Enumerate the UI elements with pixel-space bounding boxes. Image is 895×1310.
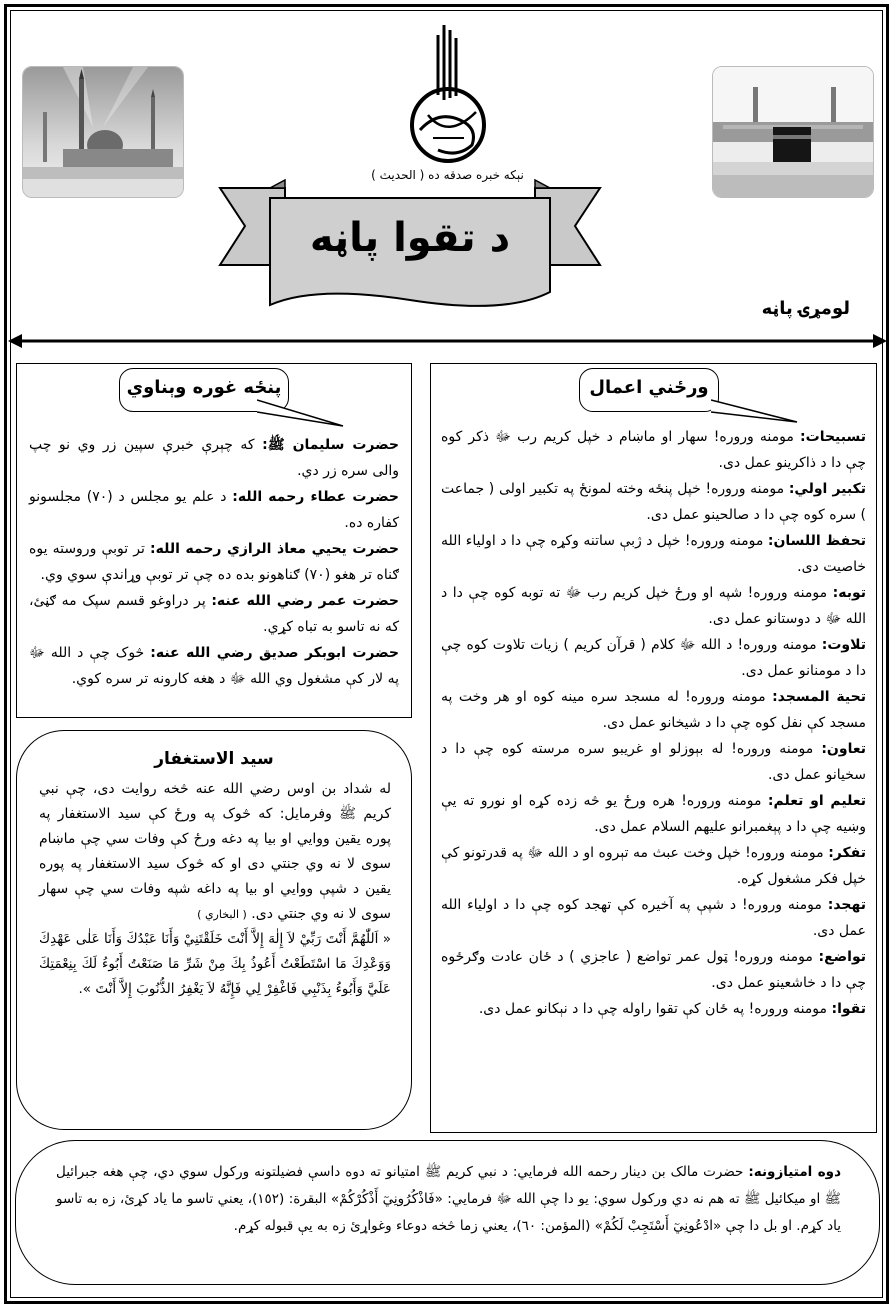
sayyid-source: ( البخاري )	[197, 908, 247, 921]
daily-deeds-title: ورځني اعمال	[579, 368, 719, 412]
section-divider	[8, 334, 887, 348]
deed-text: مومنه وروره! له بېوزلو او غريبو سره مرسته کوه چې دا د سخيانو عمل دی.	[441, 741, 866, 783]
deed-text: مومنه وروره! هره ورځ يو څه زده کړه او نورو ته يې وښيه چې دا د پېغمبرانو عليهم السلام عمل دی.	[441, 793, 866, 835]
page-label: لومړۍ پاڼه	[761, 298, 850, 319]
sayyid-istighfar-panel	[16, 730, 412, 1130]
deed-term: تواضع:	[818, 949, 866, 965]
saying-text: تر توبې وروسته يوه ګناه تر هغو (٧٠) ګناهونو بده ده چې تر توبې وړاندې سوي وي.	[29, 541, 399, 583]
sayyid-istighfar-text	[39, 777, 391, 1002]
saying-text: پر دراوغو قسم سپک مه ګڼئ، که نه تاسو به تباه کړي.	[29, 593, 399, 635]
saying-item	[29, 432, 399, 484]
five-sayings-panel	[16, 363, 412, 718]
saying-item	[29, 536, 399, 588]
deed-text: مومنه وروره! شپه او ورځ خپل کريم رب ﷻ ته توبه کوه چې دا د الله ﷻ د دوستانو عمل دی.	[441, 585, 866, 627]
bubble-tail	[711, 394, 801, 424]
sayyid-body: له شداد بن اوس رضي الله عنه څخه روايت دی، چې نبي کريم ﷺ وفرمايل: که څوک په ورځ کې سيد الاستغفار په پوره يقين ووايي او بيا په دغه ورځ کې وفات سي چې ماښام سوی لا نه وي جنتي دی او که څوک سيد الاستغفار په پوره يقين د شپې ووايي او بيا په داغه شپه وفات سي چې سهار سوی لا نه وي جنتي دی.	[39, 781, 391, 922]
saying-term: حضرت سليمان ﷺ:	[262, 437, 399, 453]
saying-text: څوک چې د الله ﷻ په لار کې مشغول وي الله ﷻ د هغه کارونه تر سره کوي.	[29, 645, 399, 687]
deed-text: مومنه وروره! له مسجد سره مينه کوه او هر وخت په مسجد کې نفل کوه چې دا د شيخانو عمل دی.	[441, 689, 866, 731]
daily-deeds-panel	[430, 363, 877, 1133]
deed-item	[441, 892, 866, 944]
saying-text: که چېرې خبرې سپين زر وي نو چپ والی سره زر دي.	[29, 437, 399, 479]
deed-item	[441, 528, 866, 580]
deed-term: تلاوت:	[821, 637, 866, 653]
deed-item	[441, 840, 866, 892]
saying-item	[29, 588, 399, 640]
deed-item	[441, 684, 866, 736]
banner-title: د تقوا پاڼه	[309, 215, 511, 261]
deed-term: تهجد:	[827, 897, 866, 913]
kaaba-image	[712, 66, 874, 198]
two-virtues-term: دوه امتيازونه:	[748, 1164, 841, 1180]
saying-term: حضرت يحيي معاذ الرازي رحمه الله:	[150, 541, 400, 557]
deed-item	[441, 788, 866, 840]
saying-term: حضرت ابوبکر صديق رضي الله عنه:	[150, 645, 400, 661]
deed-term: تفکر:	[828, 845, 866, 861]
bubble-tail	[257, 394, 347, 428]
deed-text: مومنه وروره! ټول عمر تواضع ( عاجزي ) د ځان عادت وګرځوه چې دا د خاشعينو عمل دی.	[441, 949, 866, 991]
five-sayings-list	[29, 432, 399, 692]
deed-term: تحفظ اللسان:	[767, 533, 866, 549]
deed-term: تکبير اولي:	[788, 481, 866, 497]
deed-text: مومنه وروره! د شپې په آخيره کې تهجد کوه چې دا د اولياء الله عمل دی.	[441, 897, 866, 939]
deed-item	[441, 632, 866, 684]
deed-item	[441, 580, 866, 632]
hadith-line: نېکه خبره صدقه ده ( الحديث )	[371, 168, 524, 182]
deed-item	[441, 424, 866, 476]
two-virtues-panel	[15, 1140, 880, 1285]
deed-text: مومنه وروره! د الله ﷻ کلام ( قرآن کريم ) زيات تلاوت کوه چې دا د مومنانو عمل دی.	[441, 637, 866, 679]
saying-item	[29, 484, 399, 536]
deed-item	[441, 736, 866, 788]
deed-text: مومنه وروره! په ځان کې تقوا راوله چې دا د نېکانو عمل دی.	[478, 1001, 832, 1017]
saying-term: حضرت عطاء رحمه الله:	[232, 489, 399, 505]
two-virtues-body: حضرت مالک بن دينار رحمه الله فرمايي: د نبي کريم ﷺ امتيانو ته دوه داسې فضيلتونه ورکول سوي دي، چې هغه جبرائيل ﷺ او ميکائيل ﷺ ته هم نه دي ورکول سوي: يو دا چې الله ﷻ فرمايي: «فَاذْكُرُونِيٓ أَذْكُرْكُمْ» البقرة: (١٥٢)، يعني تاسو ما ياد کړئ، زه به تاسو ياد کړم. او بل دا چې «ادْعُونِيٓ أَسْتَجِبْ لَكُمْ» (المؤمن: ٦٠)، يعني زما څخه دوعاء وغواړئ زه به يې قبوله کړم.	[56, 1164, 841, 1234]
deed-text: مومنه وروره! خپل پنځه وخته لمونځ په تکبير اولی ( جماعت ) سره کوه چې دا د صالحينو عمل دی.	[441, 481, 866, 523]
deed-text: مومنه وروره! سهار او ماښام د خپل کريم رب ﷻ ذکر کوه چې دا د ذاکرينو عمل دی.	[441, 429, 866, 471]
deed-item	[441, 944, 866, 996]
deed-text: مومنه وروره! خپل وخت عبث مه تېروه او د الله ﷻ په قدرتونو کې خپل فکر مشغول کړه.	[441, 845, 866, 887]
sayyid-dua: « اَللّٰهُمَّ أَنْتَ رَبِّيْ لاَ إِلٰهَ إِلاَّ أَنْتَ خَلَقْتَنِيْ وَأَنَا عَبْدُكَ وَأَنَا عَلٰى عَهْدِكَ وَوَعْدِكَ مَا اسْتَطَعْتُ أَعُوذُ بِكَ مِنْ شَرِّ مَا صَنَعْتُ أَبُوءُ لَكَ بِنِعْمَتِكَ عَلَيَّ وَأَبُوءُ بِذَنْبِي فَاغْفِرْ لِي فَإِنَّهُ لاَ يَغْفِرُ الذُّنُوبَ إِلاَّ أَنْتَ ».	[39, 931, 391, 997]
deed-term: تسبيحات:	[800, 429, 866, 445]
two-virtues-text	[56, 1159, 841, 1240]
deed-item	[441, 476, 866, 528]
deed-term: تعليم او تعلم:	[767, 793, 866, 809]
deed-term: تقوا:	[831, 1001, 866, 1017]
deed-item	[441, 996, 866, 1022]
deed-term: توبه:	[832, 585, 866, 601]
deed-term: تحية المسجد:	[772, 689, 866, 705]
daily-deeds-list	[441, 424, 866, 1022]
saying-term: حضرت عمر رضي الله عنه:	[211, 593, 399, 609]
deed-term: تعاون:	[821, 741, 866, 757]
saying-item	[29, 640, 399, 692]
five-sayings-title: پنځه غوره وېناوي	[119, 368, 289, 412]
saying-text: د علم يو مجلس د (٧٠) مجلسونو کفاره ده.	[29, 489, 399, 531]
deed-text: مومنه وروره! خپل د ژبې ساتنه وکړه چې دا د اولياء الله خاصيت دی.	[441, 533, 866, 575]
madinah-mosque-image	[22, 66, 184, 198]
sayyid-istighfar-title: سيد الاستغفار	[154, 749, 274, 769]
bismillah-calligraphy	[398, 20, 498, 165]
